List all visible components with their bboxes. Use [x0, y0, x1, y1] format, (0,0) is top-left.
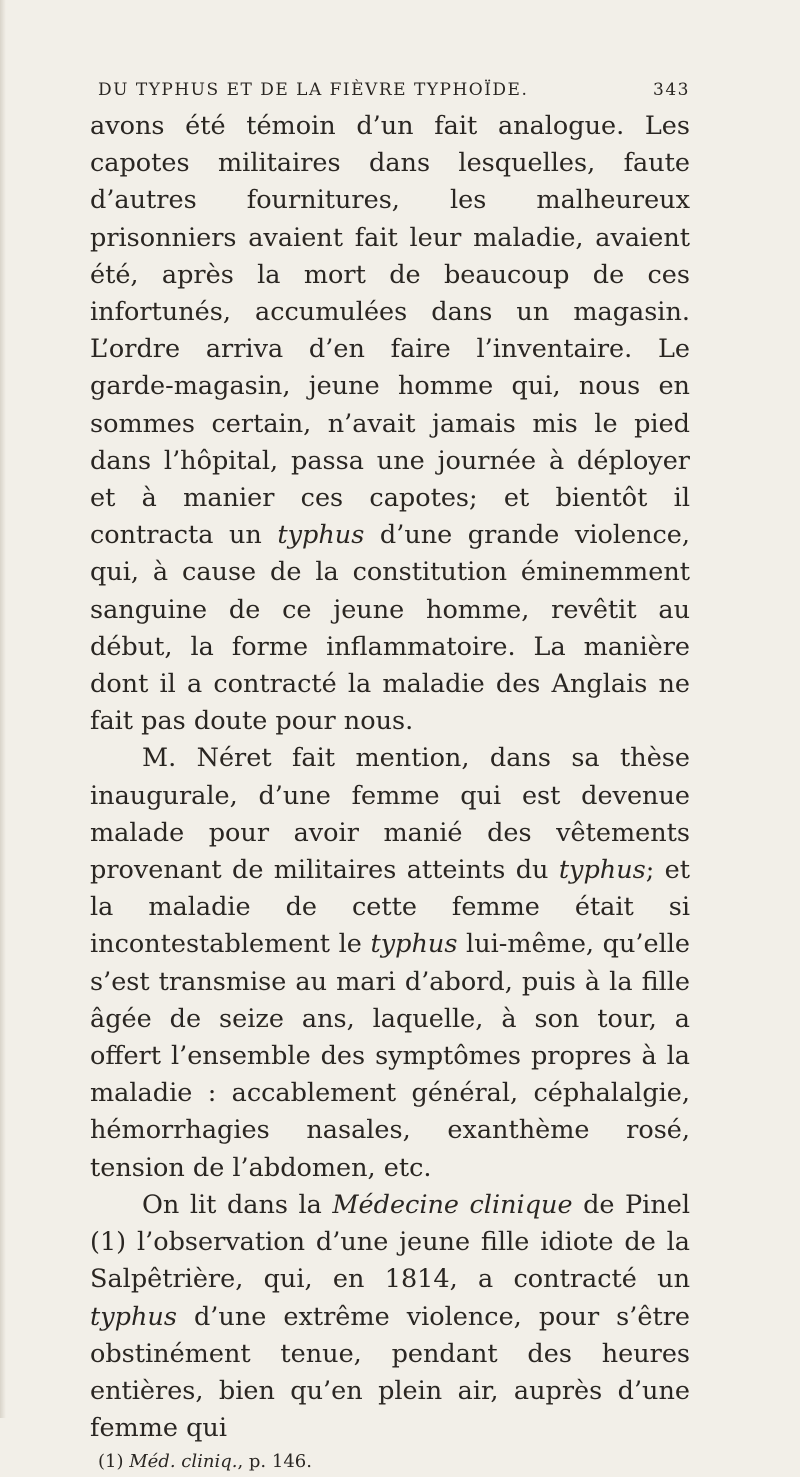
running-title: DU TYPHUS ET DE LA FIÈVRE TYPHOÏDE.: [98, 80, 529, 100]
italic-term: typhus: [277, 520, 365, 551]
text-run: d’une grande violence, qui, à cause de la constitution éminemment sanguine de ce jeune homme, revêtit au début, la forme inflammatoire. La manière dont il a contracté la maladie des Anglais ne fait pas doute pour nous.: [90, 520, 690, 737]
footnote-source: Méd. cliniq.: [129, 1451, 238, 1473]
paragraph: [90, 1187, 690, 1447]
footnote: [90, 1447, 690, 1477]
text-run: de Pinel (1) l’observation d’une jeune fille idiote de la Salpêtrière, qui, en 1814, a contracté un: [90, 1189, 690, 1295]
body-text: [90, 108, 690, 1447]
paragraph: [90, 740, 690, 1186]
footnote-marker: (1): [98, 1451, 130, 1473]
book-page: [90, 80, 690, 1477]
italic-term: typhus: [558, 855, 646, 886]
italic-term: typhus: [90, 1301, 177, 1332]
running-head: [98, 80, 690, 100]
footnote-page: , p. 146.: [237, 1451, 312, 1473]
text-run: lui-même, qu’elle s’est transmise au mari d’abord, puis à la fille âgée de seize ans, laquelle, à son tour, a offert l’ensemble des symptômes propres à la maladie : accablement général, céphalalgie, hémorrhagies nasales, exanthème rosé, tension de l’abdomen, etc.: [90, 929, 690, 1183]
italic-term: typhus: [370, 929, 458, 960]
text-run: avons été témoin d’un fait analogue. Les capotes militaires dans lesquelles, faute d’autres fournitures, les malheureux prisonniers avaient fait leur maladie, avaient été, après la mort de beaucoup de ces infortunés, accumulées dans un magasin. L’ordre arriva d’en faire l’inventaire. Le garde-magasin, jeune homme qui, nous en sommes certain, n’avait jamais mis le pied dans l’hôpital, passa une journée à déployer et à manier ces capotes; et bientôt il contracta un: [90, 111, 690, 551]
text-run: ; et la maladie de cette femme était si incontestablement le: [90, 855, 690, 960]
text-run: M. Néret fait mention, dans sa thèse inaugurale, d’une femme qui est devenue malade pour avoir manié des vêtements provenant de militaires atteints du: [90, 743, 690, 886]
page-edge: [0, 0, 6, 1418]
page-number: 343: [653, 80, 690, 100]
text-run: d’une extrême violence, pour s’être obstinément tenue, pendant des heures entières, bien qu’en plein air, auprès d’une femme qui: [90, 1301, 690, 1444]
text-run: On lit dans la: [142, 1189, 333, 1220]
italic-term: Médecine clinique: [332, 1189, 573, 1220]
paragraph: [90, 108, 690, 740]
